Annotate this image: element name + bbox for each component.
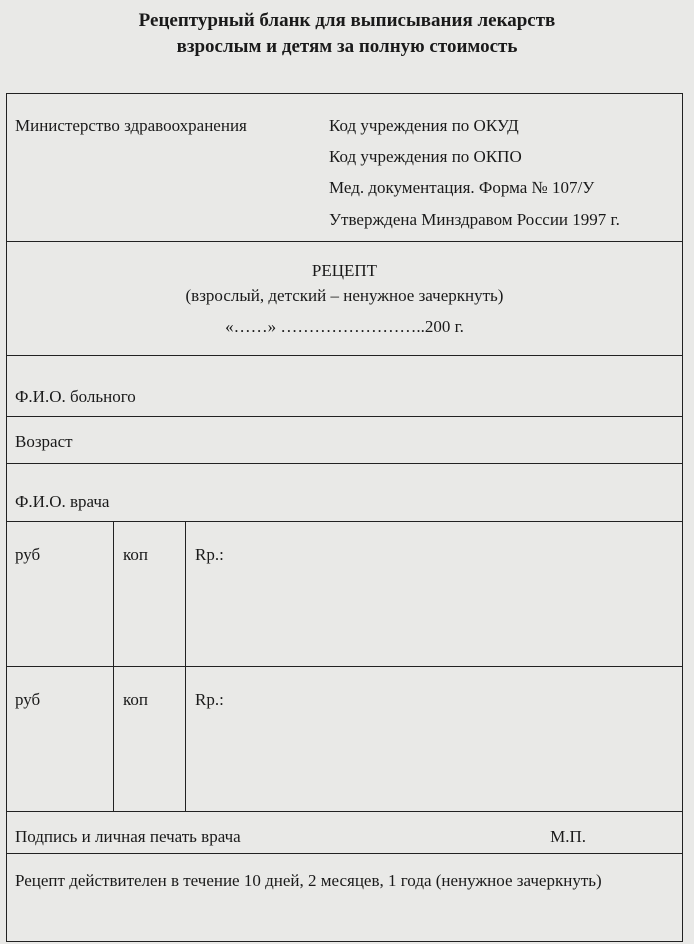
approval-label: Утверждена Минздравом России 1997 г. [329,210,620,229]
rub-label: руб [15,545,41,564]
kop-label: коп [123,690,148,709]
form-title-line-2: взрослым и детям за полную стоимость [176,36,518,57]
form-number-label: Мед. документация. Форма № 107/У [329,178,595,197]
okpo-label: Код учреждения по ОКПО [329,147,522,166]
rp-field[interactable]: Rp.: [195,545,224,564]
patient-name-field[interactable]: Ф.И.О. больного [15,387,136,406]
divider [7,853,682,854]
recipe-subheading: (взрослый, детский – ненужное зачеркнуть) [185,286,504,305]
divider [7,521,682,522]
divider [7,811,682,812]
form-title [40,8,654,60]
doctor-signature-label: Подпись и личная печать врача [15,827,241,846]
rp-field[interactable]: Rp.: [195,690,224,709]
divider [7,666,682,667]
rub-label: руб [15,690,41,709]
stamp-place-label: М.П. [550,827,586,846]
ministry-label: Министерство здравоохранения [15,116,247,135]
kop-label: коп [123,545,148,564]
divider [7,416,682,417]
divider [7,241,682,242]
prescription-form [6,93,683,942]
age-field[interactable]: Возраст [15,432,73,451]
recipe-date-field[interactable]: «……» ……………………..200 г. [225,317,464,336]
recipe-heading: РЕЦЕПТ [311,261,378,280]
form-title-line-1: Рецептурный бланк для выписывания лекарств [138,10,556,31]
okud-label: Код учреждения по ОКУД [329,116,519,135]
doctor-name-field[interactable]: Ф.И.О. врача [15,492,110,511]
divider [7,355,682,356]
validity-note: Рецепт действителен в течение 10 дней, 2 месяцев, 1 года (ненужное зачеркнуть) [15,871,602,890]
divider [7,463,682,464]
